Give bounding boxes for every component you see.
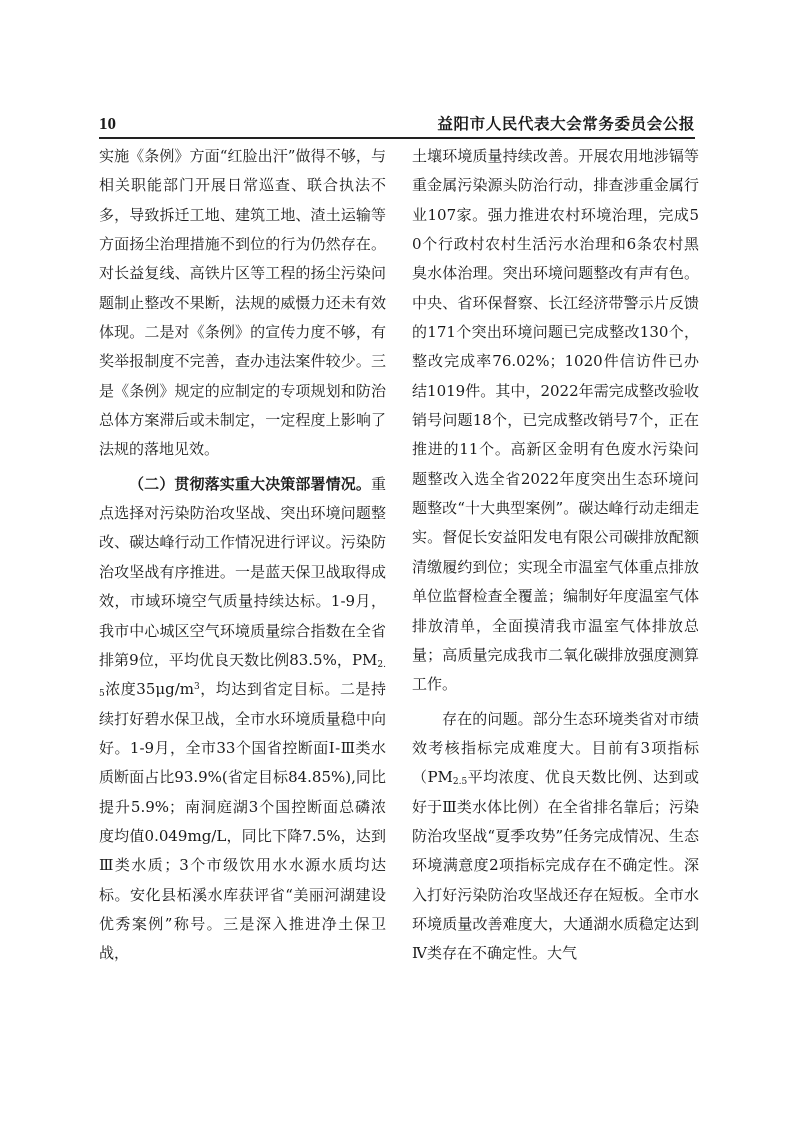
paragraph-text-b: 平均浓度、优良天数比例、达到或好于Ⅲ类水体比例）在全省排名靠后；污染防治攻坚战“夏季攻势”任务完成情况、生态环境满意度2项指标完成存在不确定性。深入打好污染防治攻坚战还存在短板。全市水环境质量改善难度大，大通湖水质稳定达到Ⅳ类存在不确定性。大气 xyxy=(412,768,699,963)
paragraph-continued-right: 土壤环境质量持续改善。开展农用地涉镉等重金属污染源头防治行动，排查涉重金属行业107家。强力推进农村环境治理，完成50个行政村农村生活污水治理和6条农村黑臭水体治理。突出环境问题整改有声有色。中央、省环保督察、长江经济带警示片反馈的171个突出环境问题已完成整改130个，整改完成率76.02%；1020件信访件已办结1019件。其中，2022年需完成整改验收销号问题18个，已完成整改销号7个，正在推进的11个。高新区金明有色废水污染问题整改入选全省2022年度突出生态环境问题整改“十大典型案例”。碳达峰行动走细走实。督促长安益阳发电有限公司碳排放配额清缴履约到位；实现全市温室气体重点排放单位监督检查全覆盖；编制好年度温室气体排放清单，全面摸清我市温室气体排放总量；高质量完成我市二氧化碳排放强度测算工作。 xyxy=(412,147,699,694)
paragraph-continued: 实施《条例》方面“红脸出汗”做得不够，与相关职能部门开展日常巡查、联合执法不多，导致拆迁工地、建筑工地、渣土运输等方面扬尘治理措施不到位的行为仍然存在。对长益复线、高铁片区等工程的扬尘污染问题制止整改不果断，法规的威慑力还未有效体现。二是对《条例》的宣传力度不够，有奖举报制度不完善，查办违法案件较少。三是《条例》规定的应制定的专项规划和防治总体方案滞后或未制定，一定程度上影响了法规的落地见效。 xyxy=(99,147,386,459)
header-rule xyxy=(99,137,695,139)
journal-title: 益阳市人民代表大会常务委员会公报 xyxy=(437,114,695,133)
paragraph-text-a: 存在的问题。部分生态环境类省对市绩效考核指标完成难度大。目前有3项指标（PM xyxy=(412,709,699,787)
pm-subscript: 2.5 xyxy=(452,777,468,788)
left-column xyxy=(99,142,386,969)
section-heading: （二）贯彻落实重大决策部署情况。 xyxy=(129,474,371,493)
right-column xyxy=(412,142,699,969)
page-number: 10 xyxy=(99,114,116,133)
paragraph-text-b: 浓度35μg/m xyxy=(104,680,195,699)
paragraph-existing-problems xyxy=(412,705,699,969)
paragraph-text-a: 重点选择对污染防治攻坚战、突出环境问题整改、碳达峰行动工作情况进行评议。污染防治攻坚战有序推进。一是蓝天保卫战取得成效，市域环境空气质量持续达标。1-9月，我市中心城区空气环境质量综合指数在全省排第9位，平均优良天数比例83.5%，PM xyxy=(99,474,386,669)
paragraph-text-c: ，均达到省定目标。二是持续打好碧水保卫战，全市水环境质量稳中向好。1-9月，全市33个国省控断面Ⅰ-Ⅲ类水质断面占比93.9%(省定目标84.85%),同比提升5.9%；南洞庭湖3个国控断面总磷浓度均值0.049mg/L，同比下降7.5%，达到Ⅲ类水质；3个市级饮用水水源水质均达标。安化县柘溪水库获评省“美丽河湖建设优秀案例”称号。三是深入推进净土保卫战， xyxy=(99,680,386,963)
paragraph-decision-implementation xyxy=(99,470,386,969)
page-header xyxy=(99,113,695,139)
pm-subscript: 2.5 xyxy=(99,659,386,700)
unit-superscript: 3 xyxy=(194,682,200,693)
